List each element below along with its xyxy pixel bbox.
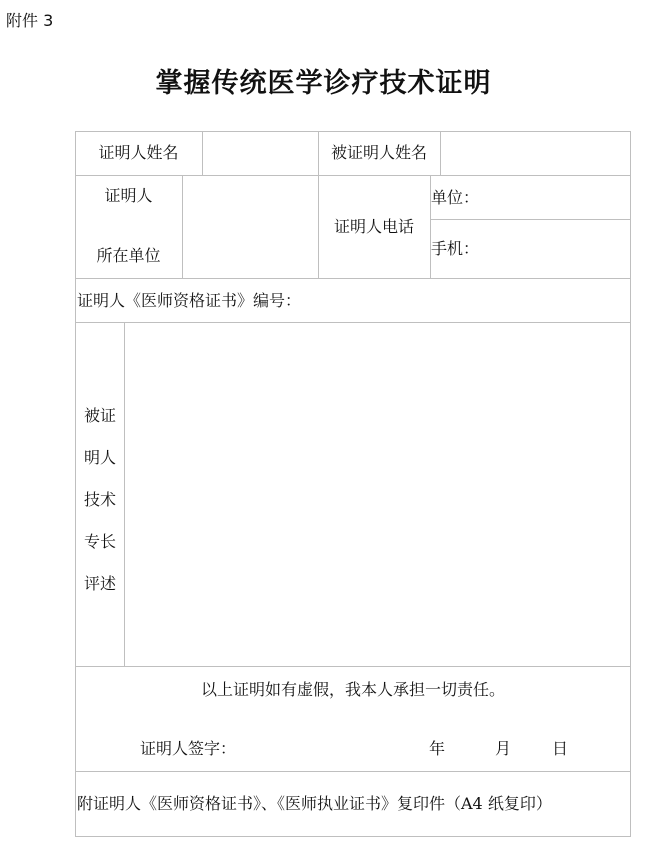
- row-divider-5: [75, 771, 631, 772]
- declaration-text: 以上证明如有虚假，我本人承担一切责任。: [200, 680, 505, 699]
- expertise-label: [76, 395, 124, 605]
- expertise-label-line-5: 评述: [83, 574, 116, 593]
- attachment-note: 附证明人《医师资格证书》、《医师执业证书》复印件（A4 纸复印）: [77, 794, 552, 813]
- phone-subrow-divider: [430, 219, 631, 220]
- expertise-label-line-4: 专长: [83, 532, 116, 551]
- date-year-label: 年: [429, 739, 446, 758]
- col-divider-r1-a: [202, 131, 203, 175]
- col-divider-r2-a: [182, 175, 183, 278]
- certifier-org-label-top: 证明人: [104, 186, 153, 205]
- row-divider-2: [75, 278, 631, 279]
- page-title: 掌握传统医学诊疗技术证明: [155, 68, 492, 99]
- attachment-label: 附件 3: [6, 11, 54, 30]
- signature-label[interactable]: 证明人签字：: [140, 739, 237, 758]
- expertise-comment-field[interactable]: [130, 330, 625, 660]
- date-month-label: 月: [495, 739, 512, 758]
- certifier-org-label-bottom: 所在单位: [96, 246, 161, 265]
- row-divider-3: [75, 322, 631, 323]
- date-day-label: 日: [552, 739, 569, 758]
- certificate-number-label[interactable]: 证明人《医师资格证书》编号：: [77, 291, 302, 310]
- certifier-name-field[interactable]: [206, 143, 314, 163]
- expertise-label-line-3: 技术: [83, 490, 116, 509]
- certified-name-field[interactable]: [444, 143, 628, 163]
- col-divider-expertise: [124, 322, 125, 666]
- row-divider-1: [75, 175, 631, 176]
- certifier-name-label: 证明人姓名: [98, 143, 179, 162]
- phone-unit-label[interactable]: 单位：: [431, 188, 480, 207]
- col-divider-r1-c: [440, 131, 441, 175]
- certifier-phone-label: 证明人电话: [333, 217, 414, 236]
- expertise-label-line-1: 被证: [83, 406, 116, 425]
- certified-name-label: 被证明人姓名: [330, 143, 427, 162]
- phone-mobile-label[interactable]: 手机：: [431, 239, 480, 258]
- expertise-label-line-2: 明人: [83, 448, 116, 467]
- certifier-org-field[interactable]: [186, 216, 314, 236]
- row-divider-4: [75, 666, 631, 667]
